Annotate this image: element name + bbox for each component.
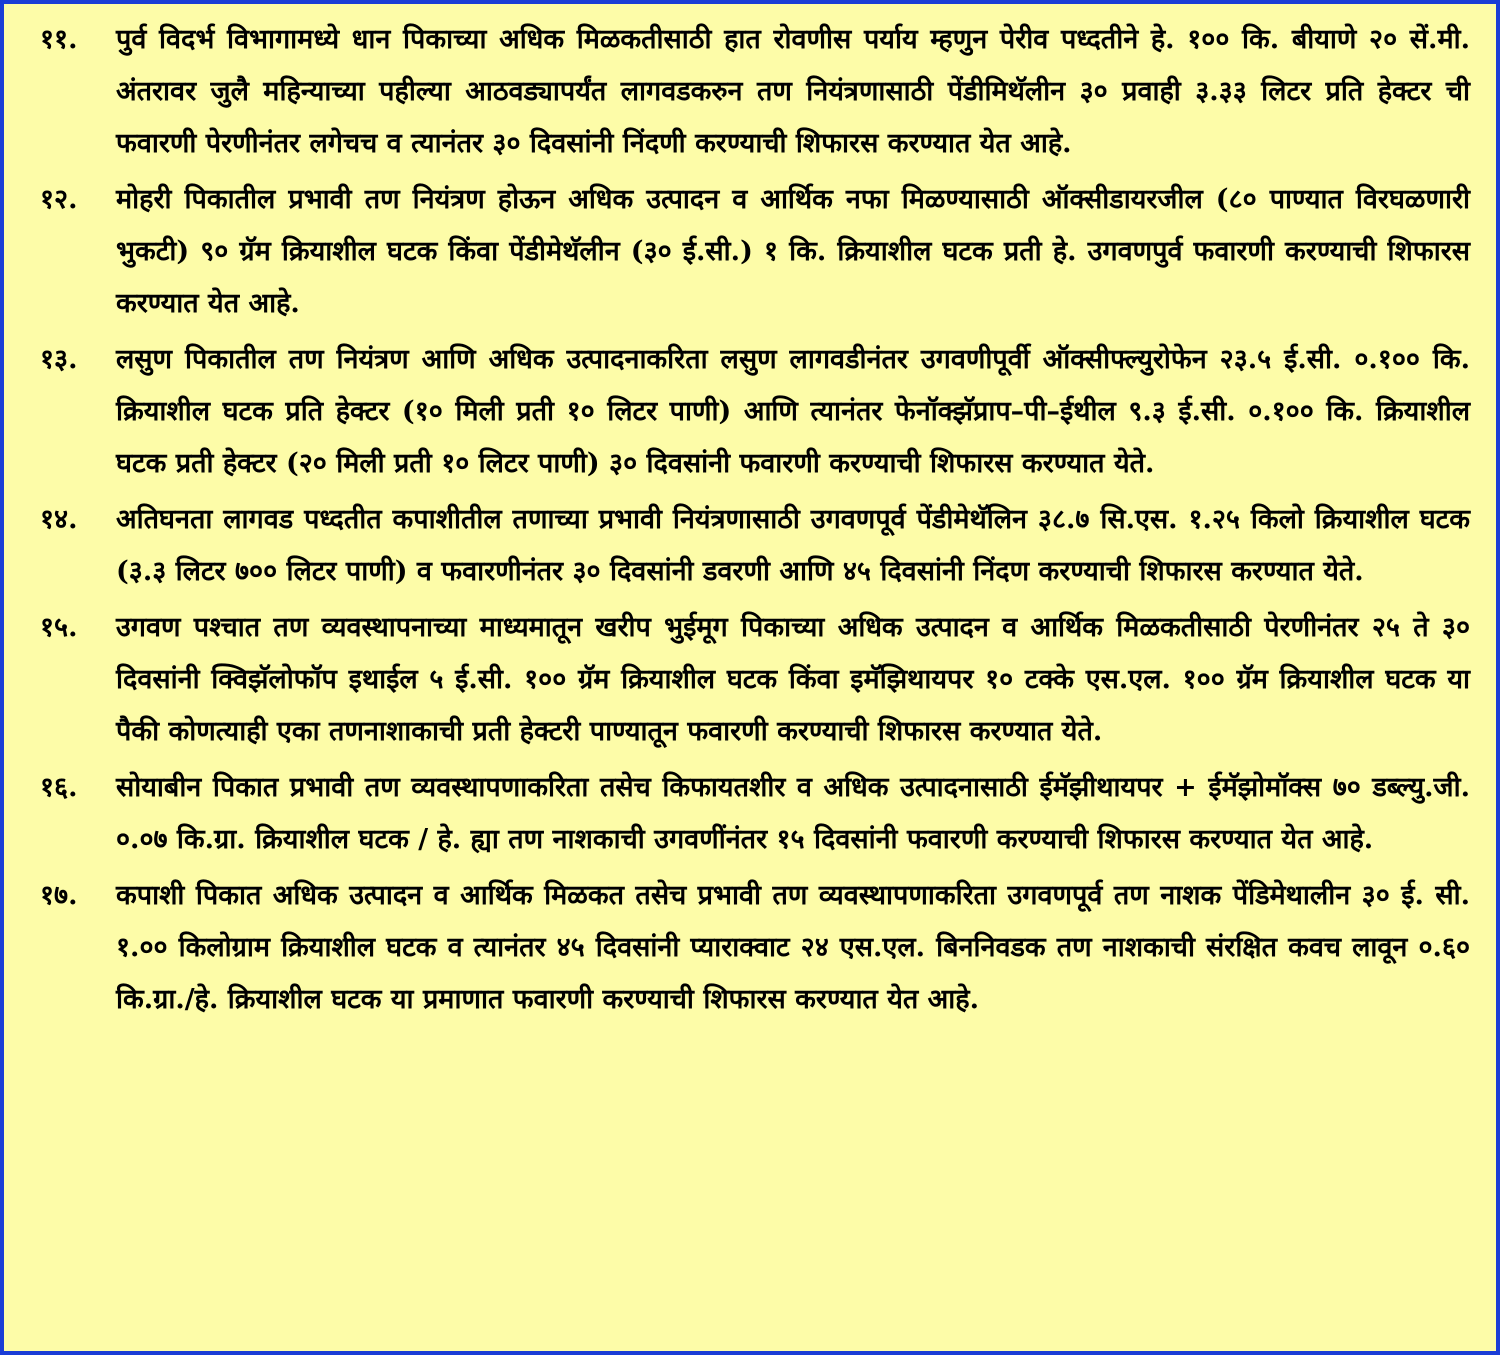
list-item [40,334,1470,490]
list-item [40,14,1470,170]
item-number: १२. [40,184,78,215]
item-text: कपाशी पिकात अधिक उत्पादन व आर्थिक मिळकत तसेच प्रभावी तण व्यवस्थापणाकरिता उगवणपूर्व तण नाशक पेंडिमेथालीन ३० ई. सी. १.०० किलोग्राम क्रियाशील घटक व त्यानंतर ४५ दिवसांनी प्याराक्वाट २४ एस.एल. बिननिवडक तण नाशकाची संरक्षित कवच लावून ०.६० कि.ग्रा./हे. क्रियाशील घटक या प्रमाणात फवारणी करण्याची शिफारस करण्यात येत आहे. [116,880,1470,1015]
item-number: १३. [40,344,78,375]
item-text: सोयाबीन पिकात प्रभावी तण व्यवस्थापणाकरिता तसेच किफायतशीर व अधिक उत्पादनासाठी ईमॅझीथायपर + ईमॅझोमॉक्स ७० डब्ल्यु.जी. ०.०७ कि.ग्रा. क्रियाशील घटक / हे. ह्या तण नाशकाची उगवणींनंतर १५ दिवसांनी फवारणी करण्याची शिफारस करण्यात येत आहे. [116,772,1470,855]
recommendation-list [40,14,1470,1030]
item-text: पुर्व विदर्भ विभागामध्ये धान पिकाच्या अधिक मिळकतीसाठी हात रोवणीस पर्याय म्हणुन पेरीव पध्दतीने हे. १०० कि. बीयाणे २० सें.मी. अंतरावर जुलै महिन्याच्या पहील्या आठवड्यापर्यंत लागवडकरुन तण नियंत्रणासाठी पेंडीमिथॅलीन ३० प्रवाही ३.३३ लिटर प्रति हेक्टर ची फवारणी पेरणीनंतर लगेचच व त्यानंतर ३० दिवसांनी निंदणी करण्याची शिफारस करण्यात येत आहे. [116,24,1470,159]
item-number: १६. [40,772,78,803]
item-text: उगवण पश्चात तण व्यवस्थापनाच्या माध्यमातून खरीप भुईमूग पिकाच्या अधिक उत्पादन व आर्थिक मिळकतीसाठी पेरणीनंतर २५ ते ३० दिवसांनी क्विझॅलोफॉप इथाईल ५ ई.सी. १०० ग्रॅम क्रियाशील घटक किंवा इमॅझिथायपर १० टक्के एस.एल. १०० ग्रॅम क्रियाशील घटक या पैकी कोणत्याही एका तणनाशाकाची प्रती हेक्टरी पाण्यातून फवारणी करण्याची शिफारस करण्यात येते. [116,612,1470,747]
item-text: अतिघनता लागवड पध्दतीत कपाशीतील तणाच्या प्रभावी नियंत्रणासाठी उगवणपूर्व पेंडीमेथॅलिन ३८.७ सि.एस. १.२५ किलो क्रियाशील घटक (३.३ लिटर ७०० लिटर पाणी) व फवारणीनंतर ३० दिवसांनी डवरणी आणि ४५ दिवसांनी निंदण करण्याची शिफारस करण्यात येते. [116,504,1470,587]
list-item [40,762,1470,866]
list-item [40,870,1470,1026]
list-item [40,174,1470,330]
item-text: लसुण पिकातील तण नियंत्रण आणि अधिक उत्पादनाकरिता लसुण लागवडीनंतर उगवणीपूर्वी ऑक्सीफ्ल्युरोफेन २३.५ ई.सी. ०.१०० कि. क्रियाशील घटक प्रति हेक्टर (१० मिली प्रती १० लिटर पाणी) आणि त्यानंतर फेनॉक्झॅप्राप–पी–ईथील ९.३ ई.सी. ०.१०० कि. क्रियाशील घटक प्रती हेक्टर (२० मिली प्रती १० लिटर पाणी) ३० दिवसांनी फवारणी करण्याची शिफारस करण्यात येते. [116,344,1470,479]
item-text: मोहरी पिकातील प्रभावी तण नियंत्रण होऊन अधिक उत्पादन व आर्थिक नफा मिळण्यासाठी ऑक्सीडायरजील (८० पाण्यात विरघळणारी भुकटी) ९० ग्रॅम क्रियाशील घटक किंवा पेंडीमेथॅलीन (३० ई.सी.) १ कि. क्रियाशील घटक प्रती हे. उगवणपुर्व फवारणी करण्याची शिफारस करण्यात येत आहे. [116,184,1470,319]
list-item [40,602,1470,758]
list-item [40,494,1470,598]
item-number: ११. [40,24,78,55]
item-number: १५. [40,612,78,643]
item-number: १४. [40,504,78,535]
item-number: १७. [40,880,78,911]
